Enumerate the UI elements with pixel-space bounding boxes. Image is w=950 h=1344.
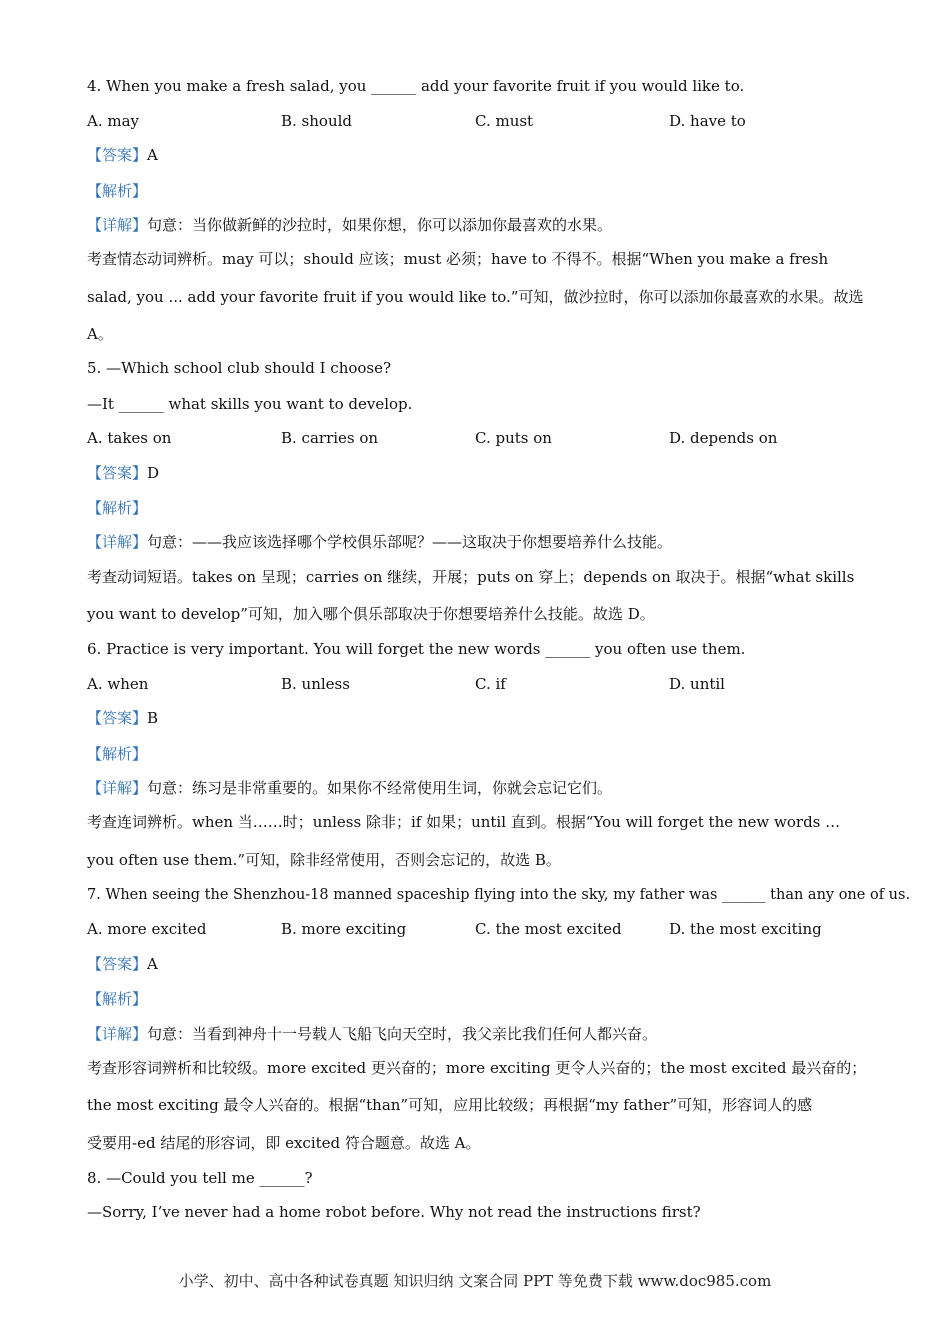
q7-explain-line: 受要用-ed 结尾的形容词，即 excited 符合题意。故选 A。 — [87, 1134, 481, 1152]
question-6-stem: 6. Practice is very important. You will forget the new words ______ you often use them. — [87, 640, 746, 658]
q7-detail — [87, 1024, 657, 1044]
q5-answer — [87, 463, 159, 483]
q6-option-d: D. until — [669, 675, 725, 693]
q7-option-a: A. more excited — [87, 920, 207, 938]
question-4-stem: 4. When you make a fresh salad, you ______ add your favorite fruit if you would like to. — [87, 77, 745, 95]
answer-value: D — [147, 464, 160, 482]
q7-answer — [87, 954, 158, 974]
q6-option-c: C. if — [475, 675, 506, 693]
detail-label: 【详解】 — [87, 779, 148, 797]
question-5-stem-reply: —It ______ what skills you want to develop. — [87, 395, 413, 413]
q5-option-a: A. takes on — [87, 429, 172, 447]
q7-option-c: C. the most excited — [475, 920, 622, 938]
answer-label: 【答案】 — [87, 955, 148, 973]
q6-answer — [87, 708, 158, 728]
q5-option-c: C. puts on — [475, 429, 552, 447]
detail-label: 【详解】 — [87, 1025, 148, 1043]
q4-option-a: A. may — [87, 112, 140, 130]
detail-text: 句意：练习是非常重要的。如果你不经常使用生词，你就会忘记它们。 — [147, 779, 613, 797]
q4-option-c: C. must — [475, 112, 534, 130]
q7-option-b: B. more exciting — [281, 920, 407, 938]
answer-value: B — [147, 709, 159, 727]
question-8-stem: 8. —Could you tell me ______? — [87, 1169, 313, 1187]
q5-explain-line: 考查动词短语。takes on 呈现；carries on 继续，开展；puts on 穿上；depends on 取决于。根据“what skills — [87, 568, 855, 586]
detail-label: 【详解】 — [87, 216, 148, 234]
q4-detail — [87, 215, 612, 235]
question-5-stem: 5. —Which school club should I choose? — [87, 359, 392, 377]
q6-explain-line: you often use them.”可知，除非经常使用，否则会忘记的，故选 B。 — [87, 851, 561, 869]
q4-explain-line: A。 — [87, 325, 113, 343]
q7-explain-line: the most exciting 最令人兴奋的。根据“than”可知，应用比较级；再根据“my father”可知，形容词人的感 — [87, 1096, 813, 1114]
detail-text: 句意：当看到神舟十一号载人飞船飞向天空时，我父亲比我们任何人都兴奋。 — [147, 1025, 658, 1043]
detail-text: 句意：——我应该选择哪个学校俱乐部呢？——这取决于你想要培养什么技能。 — [147, 533, 673, 551]
q5-explain-line: you want to develop”可知，加入哪个俱乐部取决于你想要培养什么技能。故选 D。 — [87, 605, 655, 623]
q4-explain-line: salad, you ... add your favorite fruit if you would like to.”可知，做沙拉时，你可以添加你最喜欢的水果。故选 — [87, 288, 864, 306]
detail-text: 句意：当你做新鲜的沙拉时，如果你想，你可以添加你最喜欢的水果。 — [147, 216, 613, 234]
page-footer: 小学、初中、高中各种试卷真题 知识归纳 文案合同 PPT 等免费下载 www.doc985.com — [178, 1272, 772, 1290]
q6-explain-line: 考查连词辨析。when 当……时；unless 除非；if 如果；until 直到。根据“You will forget the new words … — [87, 813, 841, 831]
answer-label: 【答案】 — [87, 709, 148, 727]
q6-option-b: B. unless — [281, 675, 350, 693]
q4-explain-line: 考查情态动词辨析。may 可以；should 应该；must 必须；have to 不得不。根据“When you make a fresh — [87, 250, 829, 268]
q6-detail — [87, 778, 612, 798]
q4-analysis — [87, 181, 147, 201]
answer-label: 【答案】 — [87, 464, 148, 482]
q4-option-d: D. have to — [669, 112, 746, 130]
q7-analysis — [87, 989, 147, 1009]
q5-analysis — [87, 498, 147, 518]
analysis-label: 【解析】 — [87, 745, 148, 763]
q7-option-d: D. the most exciting — [669, 920, 822, 938]
analysis-label: 【解析】 — [87, 182, 148, 200]
q4-answer — [87, 145, 158, 165]
question-7-stem: 7. When seeing the Shenzhou-18 manned spaceship flying into the sky, my father was ______ than any one of us. — [87, 887, 911, 903]
answer-label: 【答案】 — [87, 146, 148, 164]
detail-label: 【详解】 — [87, 533, 148, 551]
answer-value: A — [147, 146, 158, 164]
analysis-label: 【解析】 — [87, 499, 148, 517]
question-8-stem-reply: —Sorry, I’ve never had a home robot before. Why not read the instructions first? — [87, 1203, 701, 1221]
q5-option-d: D. depends on — [669, 429, 778, 447]
q4-option-b: B. should — [281, 112, 353, 130]
q5-detail — [87, 532, 672, 552]
q5-option-b: B. carries on — [281, 429, 379, 447]
analysis-label: 【解析】 — [87, 990, 148, 1008]
answer-value: A — [147, 955, 158, 973]
q6-option-a: A. when — [87, 675, 149, 693]
q7-explain-line: 考查形容词辨析和比较级。more excited 更兴奋的；more exciting 更令人兴奋的；the most excited 最兴奋的； — [87, 1059, 867, 1077]
q6-analysis — [87, 744, 147, 764]
